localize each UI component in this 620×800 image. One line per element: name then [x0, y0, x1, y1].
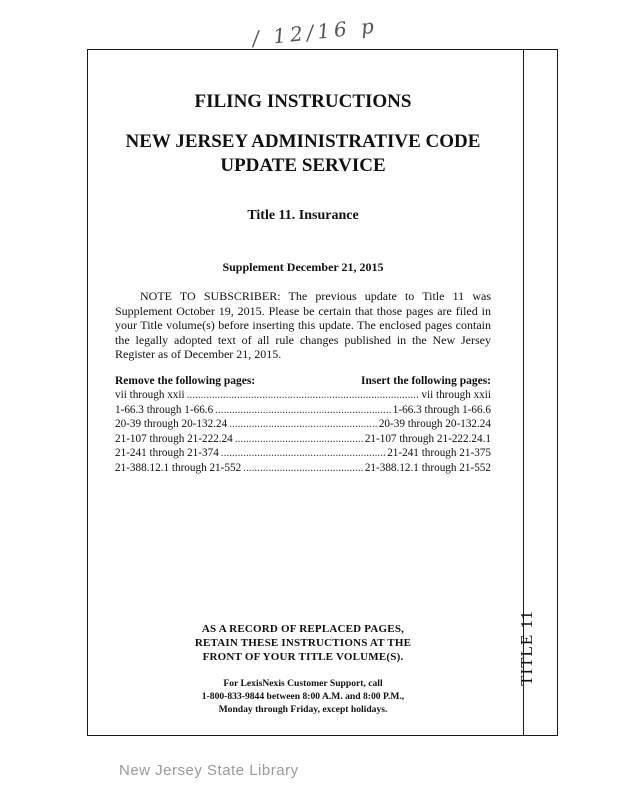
insert-range: 21-241 through 21-375	[387, 447, 491, 459]
support-line-1: For LexisNexis Customer Support, call	[223, 678, 383, 689]
leader-dots	[243, 461, 363, 476]
leader-dots	[235, 432, 363, 447]
leader-dots	[221, 446, 385, 461]
library-stamp: New Jersey State Library	[119, 762, 299, 779]
instructions-body	[115, 90, 491, 475]
table-row	[115, 461, 491, 476]
table-row	[115, 432, 491, 447]
remove-range: 1-66.3 through 1-66.6	[115, 403, 214, 416]
remove-range: 21-107 through 21-222.24	[115, 432, 233, 445]
remove-range: 21-388.12.1 through 21-552	[115, 461, 242, 474]
leader-dots	[229, 417, 377, 432]
table-row	[115, 388, 491, 403]
heading-filing-instructions: FILING INSTRUCTIONS	[194, 91, 412, 112]
leader-dots	[187, 388, 420, 403]
pages-table-header	[115, 374, 491, 389]
insert-range: vii through xxii	[421, 389, 491, 401]
insert-range: 21-388.12.1 through 21-552	[364, 461, 491, 474]
heading-code-line-2: UPDATE SERVICE	[220, 155, 386, 176]
insert-range: 1-66.3 through 1-66.6	[392, 403, 491, 416]
subscriber-note: NOTE TO SUBSCRIBER: The previous update to Title 11 was Supplement October 19, 2015. Please be certain that those pages are filed in your Title volume(s) before inserting this update. The enclosed pages contain the legally adopted text of all rule changes published in the New Jersey Register as of December 21, 2015.	[115, 289, 491, 361]
record-notice	[115, 622, 491, 664]
table-row	[115, 403, 491, 418]
supplement-date: Supplement December 21, 2015	[222, 260, 384, 274]
insert-header: Insert the following pages:	[360, 374, 491, 387]
insert-range: 21-107 through 21-222.24.1	[364, 432, 491, 445]
record-line-1: AS A RECORD OF REPLACED PAGES,	[201, 623, 405, 635]
record-line-2: RETAIN THESE INSTRUCTIONS AT THE	[194, 637, 412, 649]
pages-table	[115, 374, 491, 476]
remove-range: 20-39 through 20-132.24	[115, 418, 228, 430]
side-tab-label: TITLE 11	[517, 610, 536, 686]
title-heading: Title 11. Insurance	[247, 208, 359, 223]
remove-range: vii through xxii	[115, 389, 185, 401]
remove-range: 21-241 through 21-374	[115, 447, 219, 459]
record-line-3: FRONT OF YOUR TITLE VOLUME(S).	[202, 651, 404, 663]
handwritten-note: / 12/16 p	[251, 13, 379, 51]
insert-range: 20-39 through 20-132.24	[378, 418, 491, 430]
support-line-2: 1-800-833-9844 between 8:00 A.M. and 8:00 P.M.,	[201, 691, 405, 702]
remove-header: Remove the following pages:	[115, 374, 256, 387]
footer-instructions	[115, 622, 491, 716]
customer-support-info	[115, 677, 491, 716]
leader-dots	[215, 403, 391, 418]
support-line-3: Monday through Friday, except holidays.	[218, 704, 388, 715]
table-row	[115, 417, 491, 432]
heading-code-line-1: NEW JERSEY ADMINISTRATIVE CODE	[125, 131, 481, 152]
heading-code-name	[115, 130, 491, 178]
table-row	[115, 446, 491, 461]
